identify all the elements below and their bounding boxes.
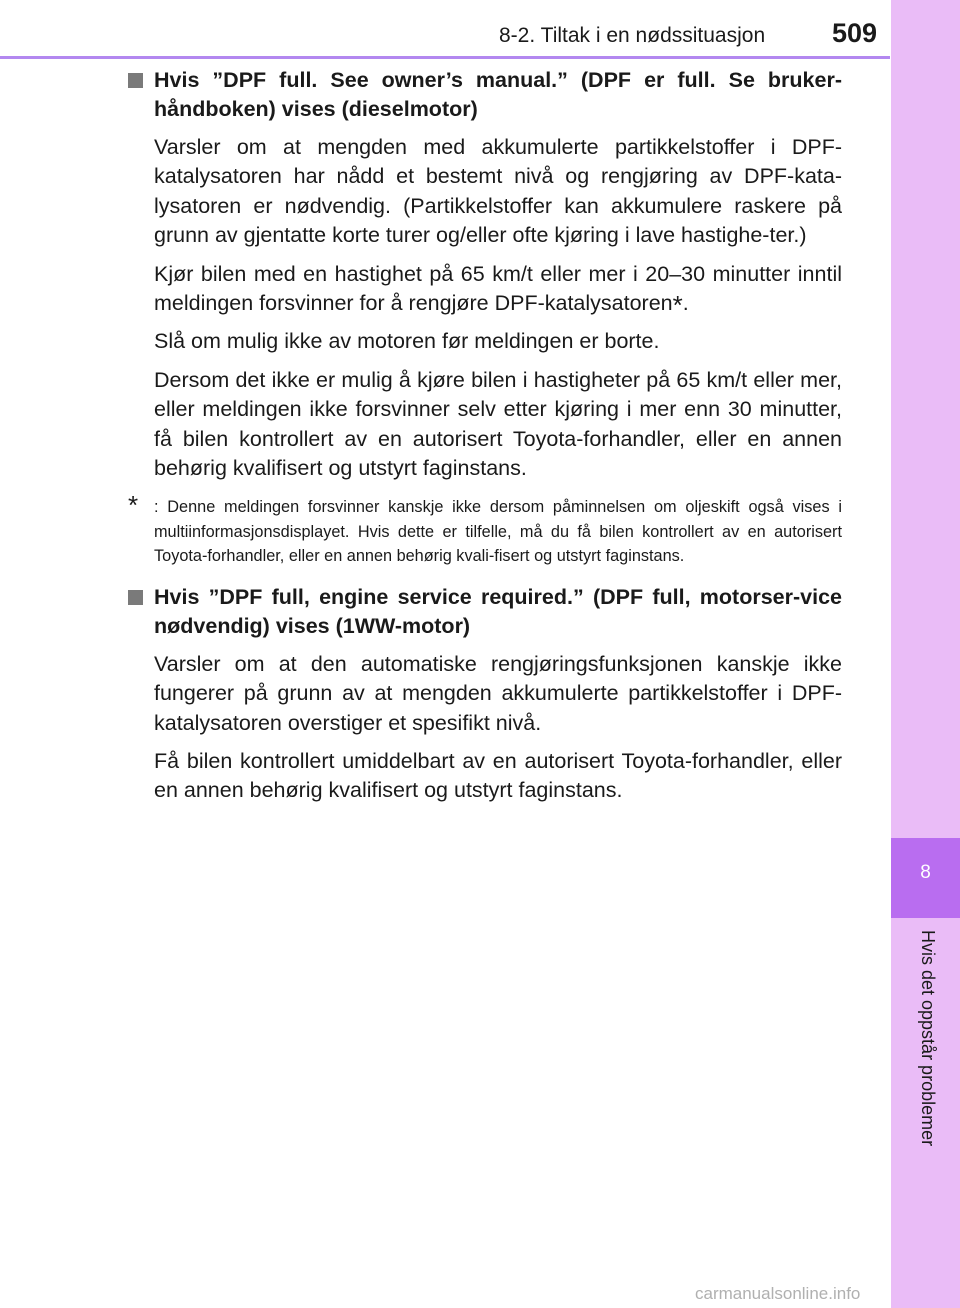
footnote-text: Denne meldingen forsvinner kanskje ikke dersom påminnelsen om oljeskift også vises i multiinformasjonsdisplayet. Hvis dette er tilfelle, må du få bilen kontrollert av en autorisert Toyota-forhandler, eller en annen behørig kvali-fisert og utstyrt faginstans. [154,498,842,566]
chapter-number: 8 [920,862,931,883]
paragraph: Få bilen kontrollert umiddelbart av en autorisert Toyota-forhandler, eller en annen behørig kvalifisert og utstyrt faginstans. [154,748,842,803]
header-divider [0,56,890,59]
section-heading-text: Hvis ”DPF full, engine service required.” (DPF full, motorser-vice nødvendig) vises (1WW-motor) [154,584,842,638]
paragraph-end: . [682,291,689,316]
section-heading [128,583,842,641]
footnote-marker: * [128,490,139,521]
paragraph: Varsler om at den automatiske rengjøringsfunksjonen kanskje ikke fungerer på grunn av at mengden akkumulerte partikkelstoffer i DPF-katalysatoren overstiger et spesifikt nivå. [154,651,842,735]
square-bullet-icon [128,73,143,88]
paragraph: Slå om mulig ikke av motoren før meldingen er borte. [154,329,660,354]
section-heading-text: Hvis ”DPF full. See owner’s manual.” (DPF er full. Se bruker-håndboken) vises (dieselmotor) [154,68,842,121]
watermark: carmanualsonline.info [695,1284,861,1303]
paragraph [154,260,842,319]
page-content [128,66,842,815]
page-number: 509 [832,18,878,48]
paragraph: Varsler om at mengden med akkumulerte partikkelstoffer i DPF-katalysatoren har nådd et bestemt nivå og rengjøring av DPF-kata-lysatoren er nødvendig. (Partikkelstoffer kan akkumulere raskere på grunn av gjentatte korte turer og/eller ofte kjøring i lave hastighe-ter.) [154,135,842,248]
paragraph: Dersom det ikke er mulig å kjøre bilen i hastigheter på 65 km/t eller mer, eller meldingen ikke forsvinner selv etter kjøring i mer enn 30 minutter, få bilen kontrollert av en autorisert Toyota-forhandler, eller en annen behørig kvalifisert og utstyrt faginstans. [154,367,842,481]
footnote-reference: * [672,290,683,321]
chapter-title: Hvis det oppstår problemer [918,930,938,1147]
square-bullet-icon [128,590,143,605]
paragraph-text: Kjør bilen med en hastighet på 65 km/t eller mer i 20–30 minutter inntil meldingen forsvinner for å rengjøre DPF-katalysatoren [154,261,842,316]
section-heading [128,66,842,124]
footnote-prefix: : [154,498,159,517]
footnote [128,490,842,568]
header-section-title: 8-2. Tiltak i en nødssituasjon [499,24,766,47]
